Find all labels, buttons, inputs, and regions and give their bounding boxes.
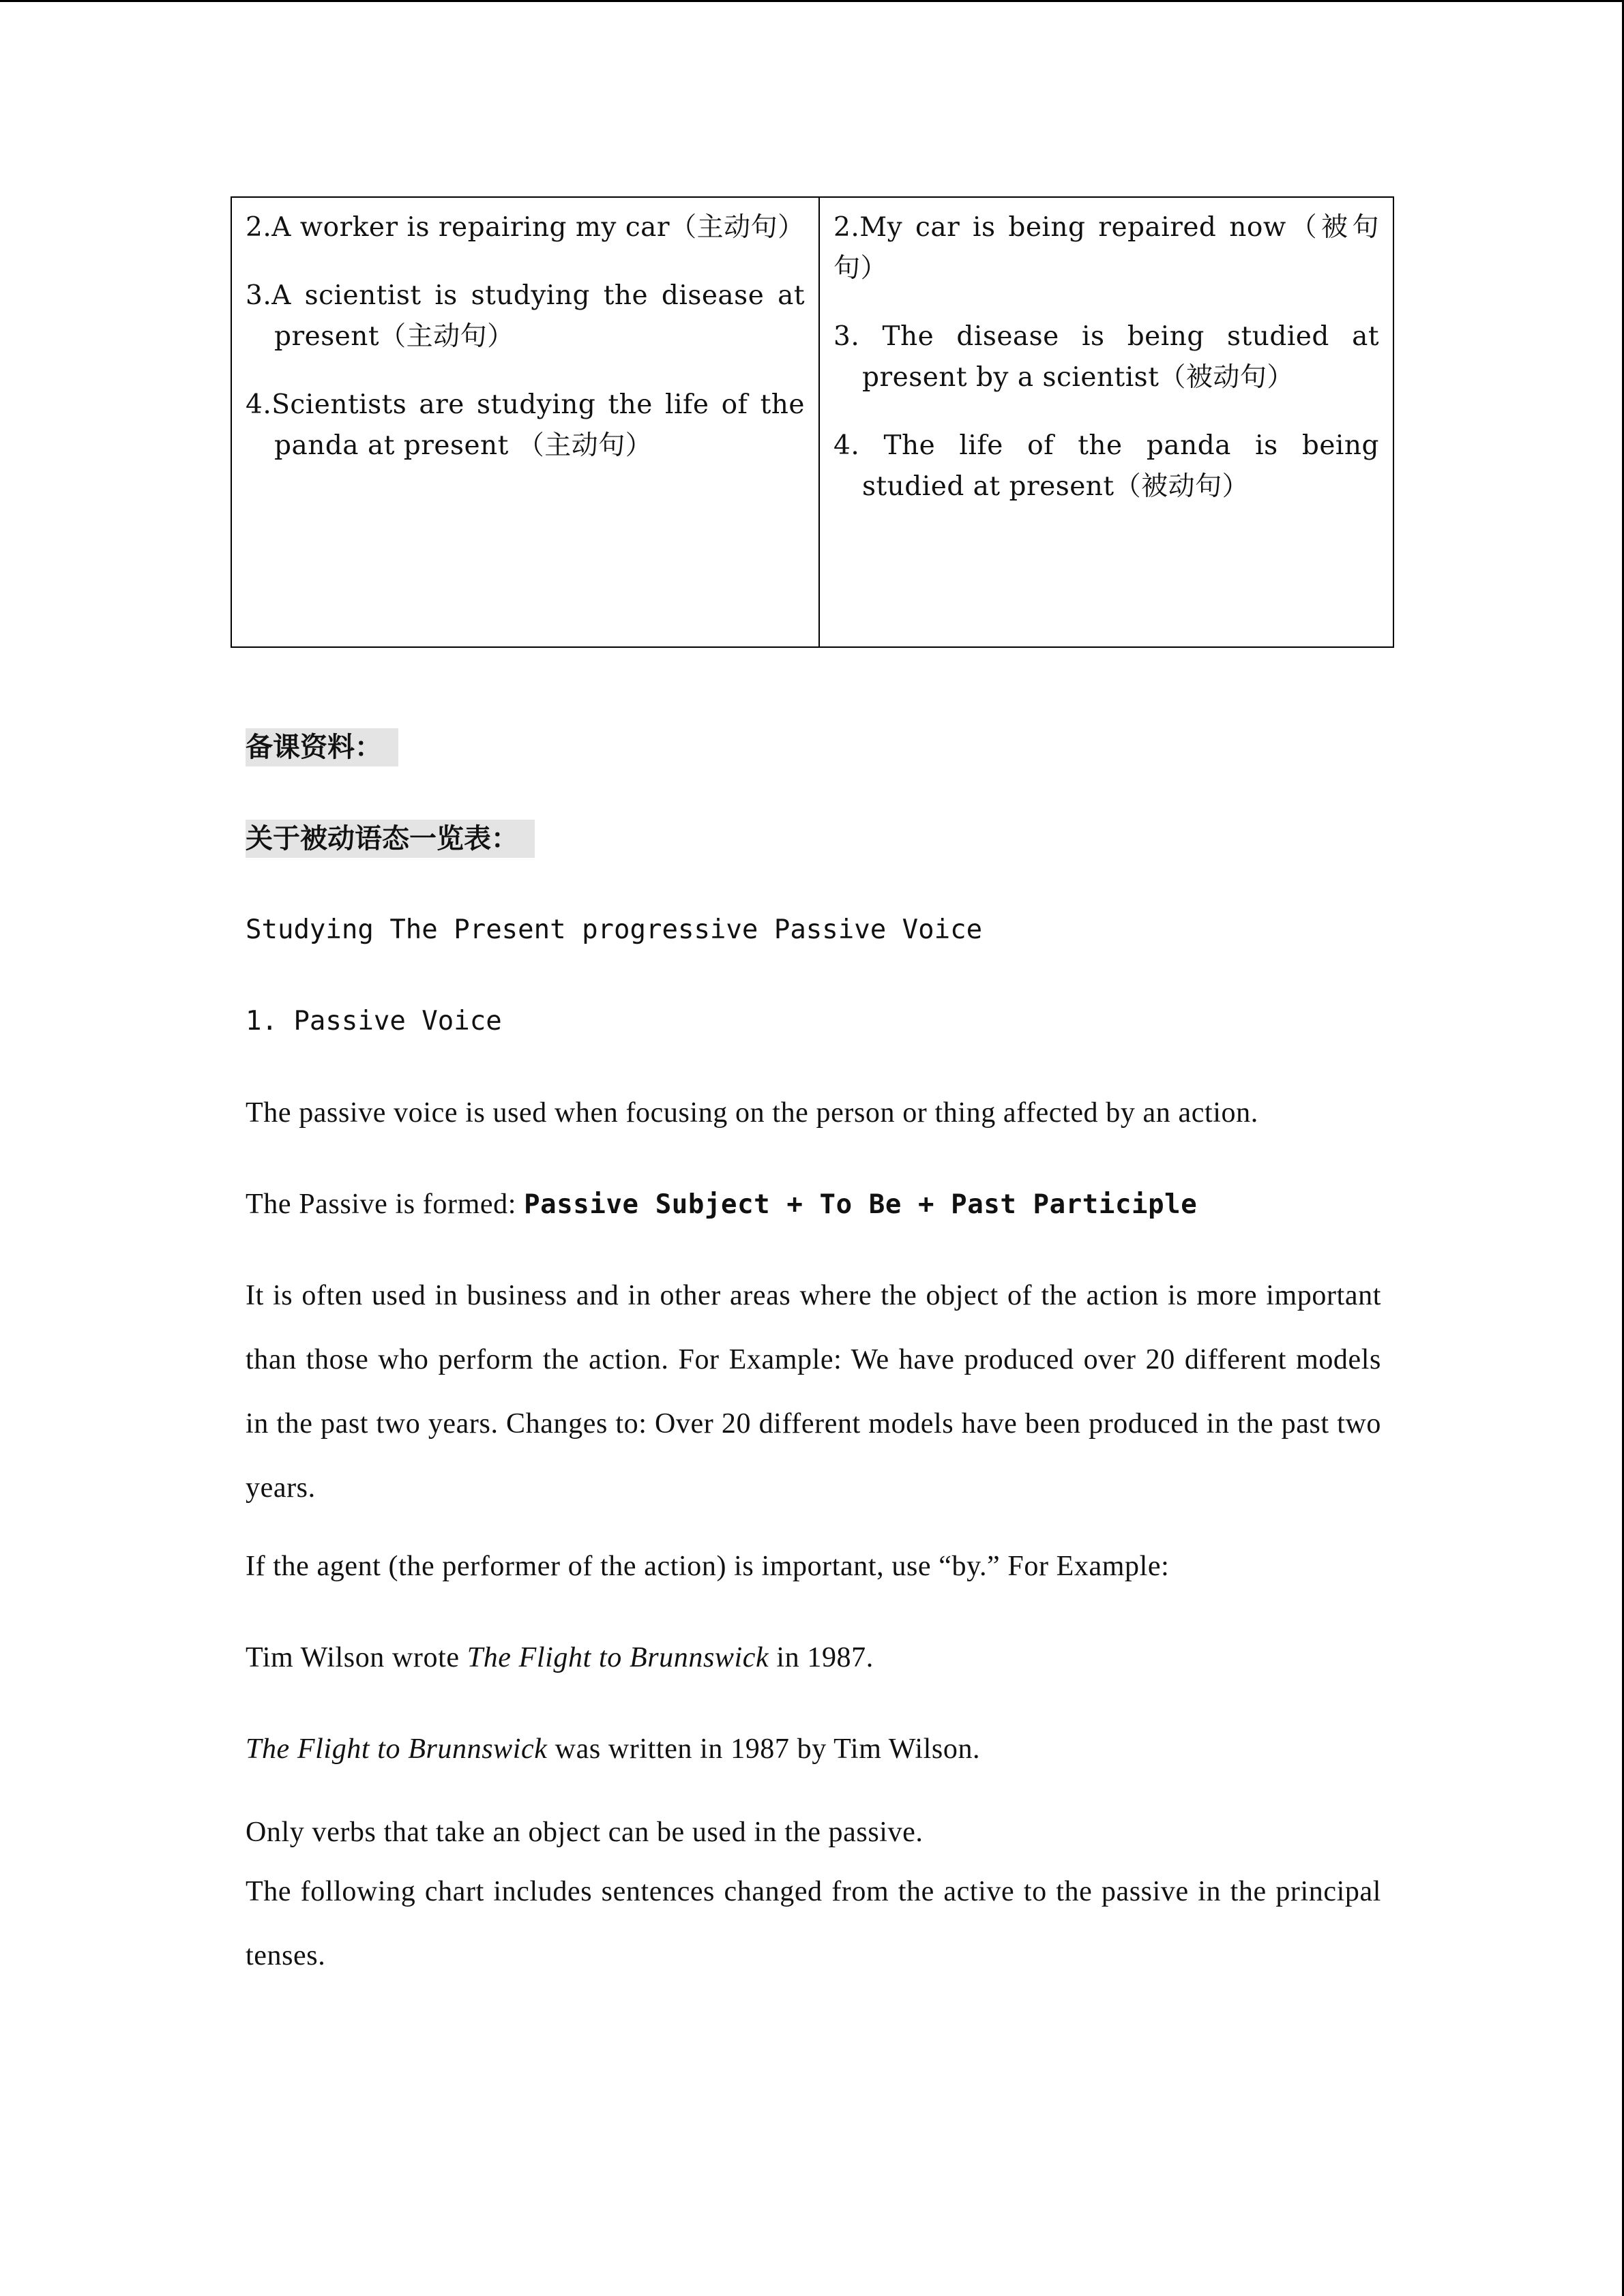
passive-column (819, 197, 1393, 647)
example-passive-suffix: was written in 1987 by Tim Wilson. (547, 1733, 981, 1765)
document-body (246, 728, 1381, 1988)
passive-table-heading-row (246, 820, 1381, 858)
active-column (231, 197, 819, 647)
agent-paragraph: If the agent (the performer of the action) is important, use “by.” For Example: (246, 1551, 1170, 1582)
active-sentence-2: 2.A worker is repairing my car（主动句） (246, 212, 805, 243)
book-title: The Flight to Brunnswick (246, 1733, 548, 1765)
passive-sentence-4: 4. The life of the panda is being studied at present（被动句） (833, 430, 1379, 502)
passive-sentence-3: 3. The disease is being studied at present by a scientist（被动句） (833, 321, 1379, 393)
table-row (231, 197, 1393, 647)
passive-table-heading: 关于被动语态一览表： (246, 820, 535, 858)
section-heading: 1. Passive Voice (246, 1006, 502, 1037)
document-title: Studying The Present progressive Passive Voice (246, 914, 983, 945)
example-active-sentence (246, 1639, 1381, 1677)
prep-heading-row (246, 728, 1381, 766)
object-verbs-note: Only verbs that take an object can be used in the passive. (246, 1817, 924, 1848)
active-sentence-4: 4.Scientists are studying the life of the panda at present （主动句） (246, 389, 805, 461)
active-sentence-3: 3.A scientist is studying the disease at present（主动句） (246, 280, 805, 352)
example-active-prefix: Tim Wilson wrote (246, 1642, 467, 1673)
business-paragraph: It is often used in business and in other areas where the object of the action is more important than those who perform the action. For Example: We have produced over 20 different models in the past two years. Changes to: Over 20 different models have been produced in the past two years. (246, 1280, 1381, 1504)
formation-paragraph (246, 1185, 1381, 1224)
chart-intro-paragraph: The following chart includes sentences changed from the active to the passive in the principal tenses. (246, 1876, 1381, 1971)
prep-heading: 备课资料： (246, 728, 398, 766)
example-active-suffix: in 1987. (769, 1642, 874, 1673)
page-top-border (0, 0, 1624, 2)
book-title: The Flight to Brunnswick (467, 1642, 769, 1673)
passive-sentence-2: 2.My car is being repaired now（被句句） (833, 212, 1379, 284)
formation-formula: Passive Subject + To Be + Past Participle (524, 1189, 1198, 1220)
example-passive-sentence (246, 1730, 1381, 1768)
intro-paragraph: The passive voice is used when focusing on the person or thing affected by an action. (246, 1097, 1258, 1129)
formation-label: The Passive is formed: (246, 1189, 525, 1220)
active-passive-table (231, 196, 1394, 648)
